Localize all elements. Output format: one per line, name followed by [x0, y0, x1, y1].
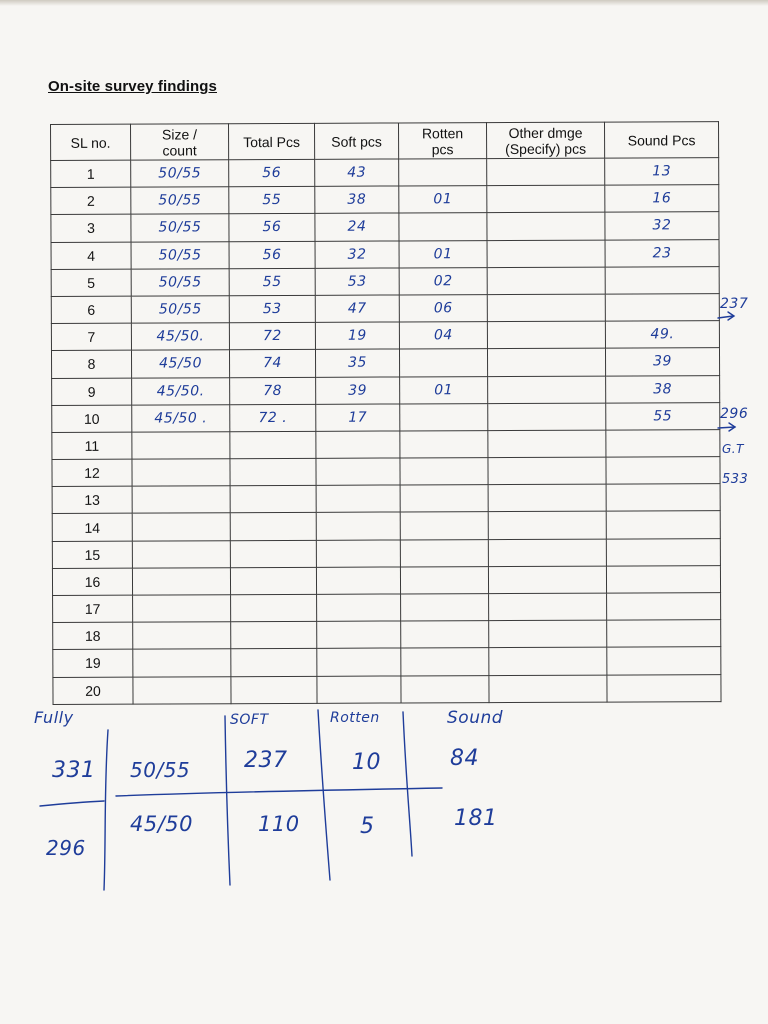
summary-row2-rotten: 5: [360, 814, 375, 839]
cell-rotten-pcs: 04: [399, 322, 487, 350]
cell-rotten-pcs: 01: [400, 376, 488, 404]
header-sound-pcs: Sound Pcs: [604, 122, 718, 158]
summary-left-divider: [104, 730, 108, 890]
cell-total-pcs: 74: [229, 350, 315, 378]
summary-row2-size: 45/50: [130, 812, 194, 836]
cell-sound-pcs: 16: [605, 185, 719, 213]
cell-soft-pcs: 17: [316, 404, 400, 432]
header-total-pcs: Total Pcs: [229, 123, 315, 159]
cell-sl-no: 12: [52, 459, 132, 487]
cell-total-pcs: 55: [229, 268, 315, 296]
cell-rotten-pcs: 06: [399, 295, 487, 323]
cell-sl-no: 17: [53, 595, 133, 623]
cell-soft-pcs: 39: [316, 376, 400, 404]
cell-sl-no: 19: [53, 650, 133, 678]
cell-sl-no: 8: [51, 350, 131, 378]
summary-row2-sound: 181: [454, 806, 498, 831]
cell-sound-pcs: 32: [605, 212, 719, 240]
cell-sound-pcs: 38: [606, 375, 720, 403]
cell-size-count: 50/55: [131, 160, 229, 188]
header-rotten-line2: pcs: [431, 140, 454, 157]
summary-header-fully: Fully: [34, 708, 74, 727]
summary-header-soft: SOFT: [230, 712, 269, 728]
margin-subtotal-2: 296: [720, 406, 749, 422]
summary-row1-size: 50/55: [130, 758, 191, 782]
cell-sl-no: 7: [51, 323, 131, 351]
summary-row2-soft: 110: [258, 812, 300, 836]
header-sl-no: SL no.: [51, 124, 131, 160]
cell-soft-pcs: 47: [315, 295, 399, 323]
cell-sound-pcs: 55: [606, 402, 720, 430]
cell-sl-no: 18: [53, 622, 133, 650]
cell-total-pcs: 78: [230, 377, 316, 405]
summary-row1-soft: 237: [244, 748, 288, 773]
header-other-line2: (Specify) pcs: [505, 140, 587, 157]
cell-size-count: 45/50.: [131, 323, 229, 351]
cell-soft-pcs: 43: [315, 159, 399, 187]
cell-sl-no: 14: [52, 514, 132, 542]
cell-sl-no: 9: [52, 378, 132, 406]
cell-soft-pcs: 38: [315, 186, 399, 214]
header-other-line1: Other dmge: [508, 124, 583, 141]
cell-sl-no: 11: [52, 432, 132, 460]
cell-soft-pcs: 19: [315, 322, 399, 350]
cell-soft-pcs: 53: [315, 268, 399, 296]
cell-total-pcs: 53: [229, 295, 315, 323]
cell-sound-pcs: 39: [605, 348, 719, 376]
arrow-subtotal-2: [718, 427, 735, 428]
cell-sl-no: 5: [51, 269, 131, 297]
header-size-line1: Size /: [161, 125, 198, 143]
summary-row1-fully: 331: [52, 758, 96, 783]
page-title: On-site survey findings: [48, 78, 217, 95]
cell-total-pcs: 55: [229, 187, 315, 215]
header-size-line2: count: [162, 141, 197, 159]
cell-soft-pcs: 32: [315, 241, 399, 269]
cell-sl-no: 4: [51, 242, 131, 270]
margin-gt-label: G.T: [722, 442, 744, 456]
margin-subtotal-1: 237: [720, 296, 749, 312]
summary-row1-rotten: 10: [352, 750, 381, 775]
cell-sound-pcs: 13: [605, 158, 719, 186]
summary-divider-2: [225, 716, 230, 885]
cell-size-count: 45/50 .: [132, 404, 230, 432]
summary-header-sound: Sound: [447, 708, 504, 728]
cell-sl-no: 20: [53, 677, 133, 705]
summary-row1-sound: 84: [450, 746, 479, 771]
cell-total-pcs: 72 .: [230, 404, 316, 432]
cell-sl-no: 15: [52, 541, 132, 569]
cell-total-pcs: 56: [229, 214, 315, 242]
cell-size-count: 50/55: [131, 187, 229, 215]
cell-size-count: 50/55: [131, 241, 229, 269]
summary-header-rotten: Rotten: [330, 710, 380, 726]
cell-total-pcs: 56: [229, 241, 315, 269]
cell-sl-no: 1: [51, 160, 131, 188]
cell-total-pcs: 56: [229, 159, 315, 187]
margin-grand-total: 533: [722, 472, 749, 487]
cell-rotten-pcs: 02: [399, 267, 487, 295]
cell-sl-no: 13: [52, 486, 132, 514]
cell-sl-no: 6: [51, 296, 131, 324]
header-soft-pcs: Soft pcs: [314, 123, 398, 159]
cell-sound-pcs: 23: [605, 239, 719, 267]
summary-left-underline: [40, 801, 104, 806]
summary-divider-3: [318, 710, 330, 880]
cell-soft-pcs: 35: [315, 349, 399, 377]
header-rotten-line1: Rotten: [421, 124, 464, 141]
cell-size-count: 45/50: [131, 350, 229, 378]
cell-sl-no: 3: [51, 215, 131, 243]
cell-size-count: 50/55: [131, 296, 229, 324]
summary-divider-4: [403, 712, 412, 856]
cell-size-count: 50/55: [131, 268, 229, 296]
cell-rotten-pcs: 01: [399, 186, 487, 214]
cell-sound-pcs: 49.: [605, 321, 719, 349]
cell-sl-no: 2: [51, 187, 131, 215]
cell-soft-pcs: 24: [315, 213, 399, 241]
cell-size-count: 50/55: [131, 214, 229, 242]
cell-rotten-pcs: 01: [399, 240, 487, 268]
cell-total-pcs: 72: [229, 322, 315, 350]
cell-sl-no: 10: [52, 405, 132, 433]
summary-row2-fully: 296: [46, 836, 86, 860]
cell-sl-no: 16: [52, 568, 132, 596]
summary-row-divider: [116, 788, 442, 796]
cell-size-count: 45/50.: [132, 377, 230, 405]
